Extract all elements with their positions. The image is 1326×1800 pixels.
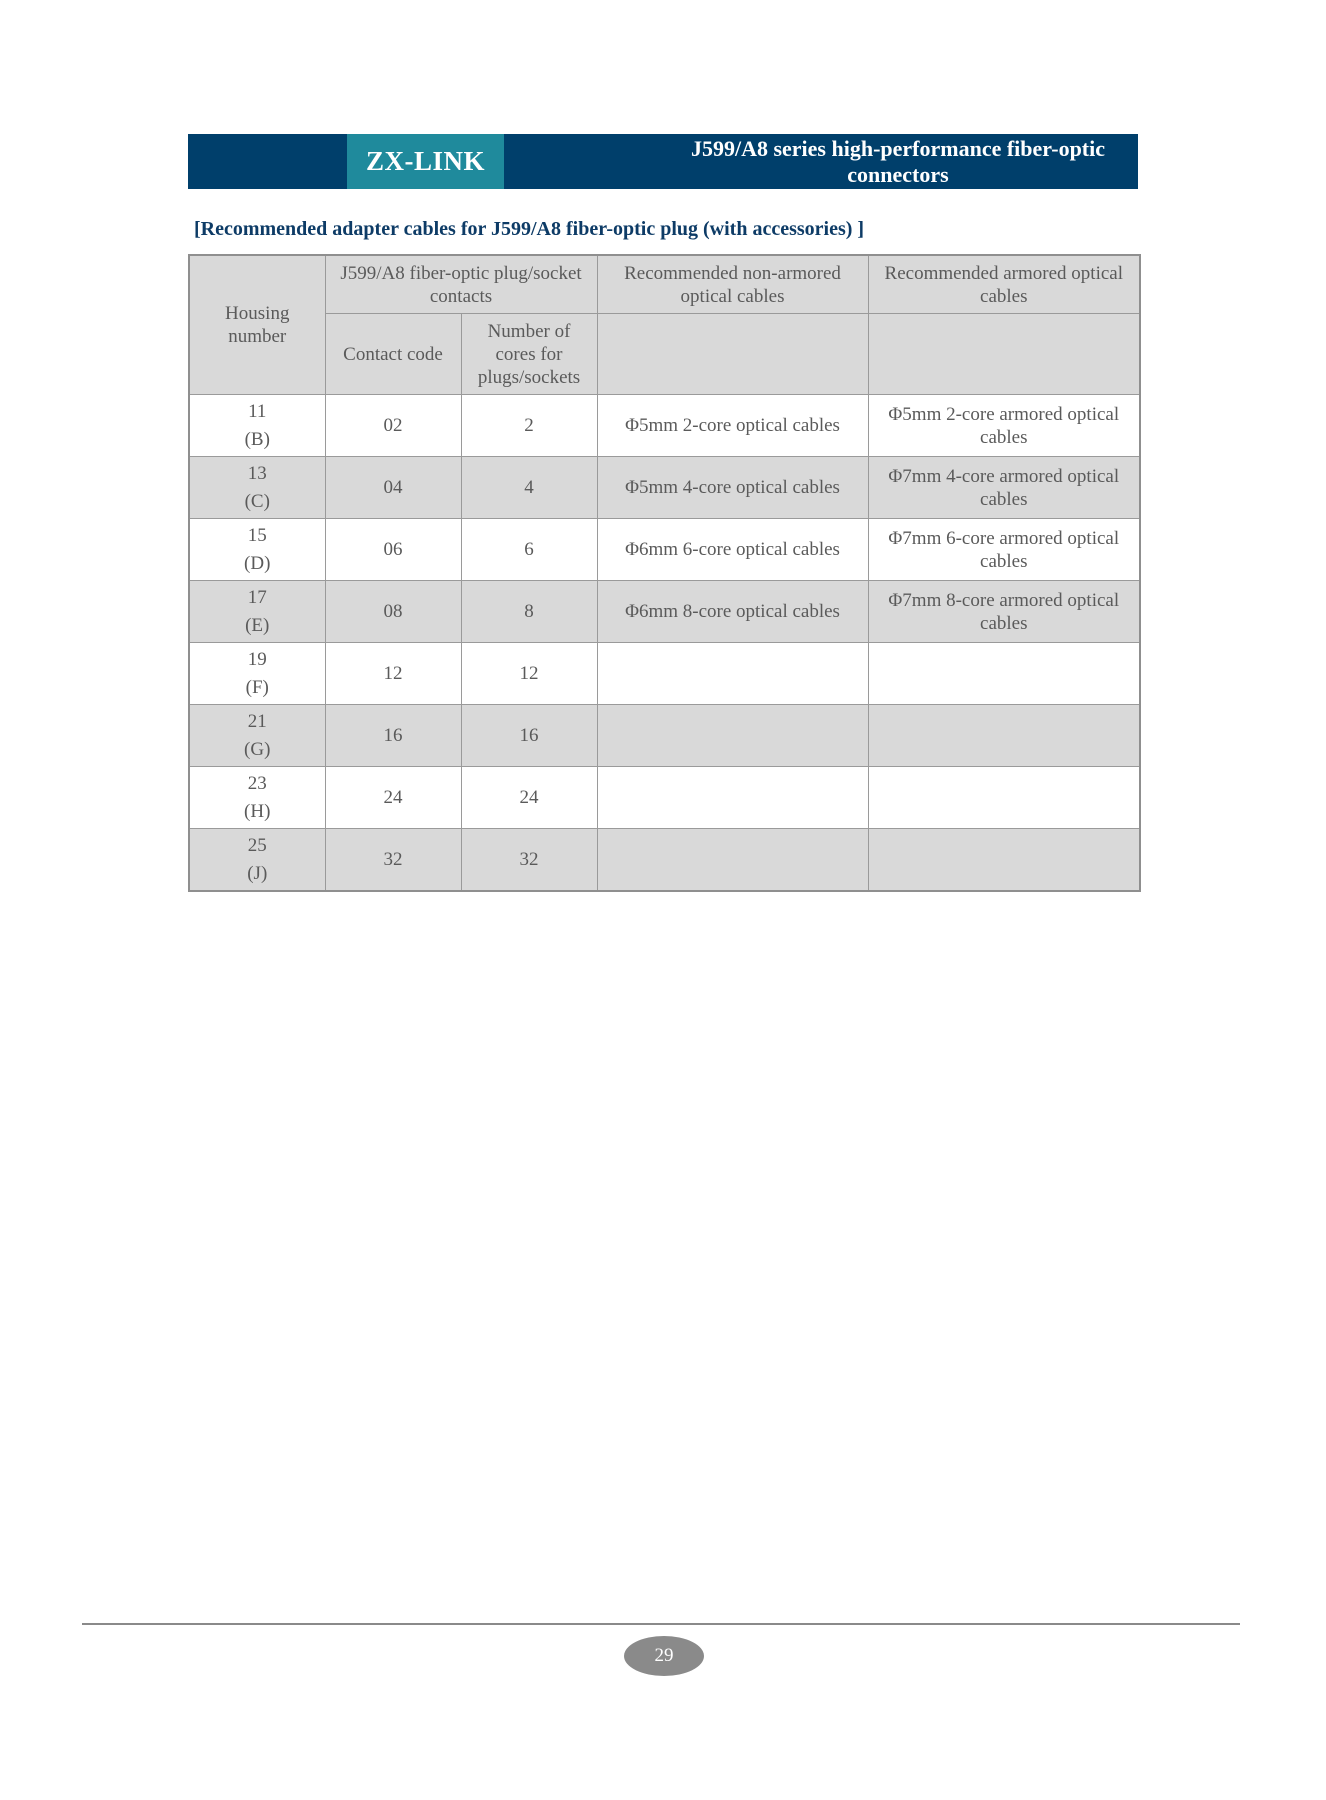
cores-cell: 16 bbox=[461, 705, 597, 767]
armored-cell bbox=[868, 829, 1140, 892]
housing-number: 13 bbox=[247, 462, 267, 484]
housing-cell bbox=[189, 643, 325, 705]
housing-letter: (C) bbox=[244, 490, 270, 512]
header-blank-armored bbox=[868, 314, 1140, 395]
adapter-cable-table bbox=[188, 254, 1141, 892]
section-heading: [Recommended adapter cables for J599/A8 fiber-optic plug (with accessories) ] bbox=[194, 218, 865, 240]
housing-cell bbox=[189, 457, 325, 519]
header-non-armored: Recommended non-armored optical cables bbox=[597, 255, 868, 314]
cores-cell: 2 bbox=[461, 395, 597, 457]
contact-code-cell: 32 bbox=[325, 829, 461, 892]
housing-letter: (D) bbox=[244, 552, 271, 574]
header-armored: Recommended armored optical cables bbox=[868, 255, 1140, 314]
non-armored-cell: Φ5mm 4-core optical cables bbox=[597, 457, 868, 519]
contact-code-cell: 06 bbox=[325, 519, 461, 581]
header-title: J599/A8 series high-performance fiber-optic connectors bbox=[690, 135, 1106, 187]
header-banner bbox=[188, 134, 1138, 189]
armored-cell: Φ7mm 8-core armored optical cables bbox=[868, 581, 1140, 643]
housing-number: 19 bbox=[247, 648, 267, 670]
table-row bbox=[189, 581, 1140, 643]
armored-cell bbox=[868, 643, 1140, 705]
housing-number: 23 bbox=[247, 772, 267, 794]
cores-cell: 4 bbox=[461, 457, 597, 519]
cores-cell: 32 bbox=[461, 829, 597, 892]
table-row bbox=[189, 643, 1140, 705]
armored-cell: Φ7mm 4-core armored optical cables bbox=[868, 457, 1140, 519]
housing-letter: (H) bbox=[244, 800, 271, 822]
armored-cell: Φ7mm 6-core armored optical cables bbox=[868, 519, 1140, 581]
table-row bbox=[189, 457, 1140, 519]
contact-code-cell: 04 bbox=[325, 457, 461, 519]
armored-cell bbox=[868, 767, 1140, 829]
cores-cell: 6 bbox=[461, 519, 597, 581]
housing-cell bbox=[189, 519, 325, 581]
table-row bbox=[189, 705, 1140, 767]
non-armored-cell bbox=[597, 829, 868, 892]
housing-number: 17 bbox=[247, 586, 267, 608]
cores-cell: 8 bbox=[461, 581, 597, 643]
table-row bbox=[189, 519, 1140, 581]
header-blank-non-armored bbox=[597, 314, 868, 395]
contact-code-cell: 08 bbox=[325, 581, 461, 643]
non-armored-cell bbox=[597, 643, 868, 705]
non-armored-cell bbox=[597, 767, 868, 829]
cores-cell: 12 bbox=[461, 643, 597, 705]
header-contact-code: Contact code bbox=[325, 314, 461, 395]
page-number-badge: 29 bbox=[624, 1636, 704, 1676]
housing-letter: (E) bbox=[245, 614, 270, 636]
contact-code-cell: 12 bbox=[325, 643, 461, 705]
housing-number: 25 bbox=[247, 834, 267, 856]
housing-letter: (F) bbox=[245, 676, 269, 698]
header-contacts-group: J599/A8 fiber-optic plug/socket contacts bbox=[325, 255, 597, 314]
non-armored-cell: Φ6mm 6-core optical cables bbox=[597, 519, 868, 581]
header-cores: Number of cores for plugs/sockets bbox=[461, 314, 597, 395]
cores-cell: 24 bbox=[461, 767, 597, 829]
housing-letter: (J) bbox=[247, 862, 268, 884]
armored-cell bbox=[868, 705, 1140, 767]
table-row bbox=[189, 395, 1140, 457]
housing-cell bbox=[189, 767, 325, 829]
contact-code-cell: 24 bbox=[325, 767, 461, 829]
housing-number: 11 bbox=[248, 400, 267, 422]
armored-cell: Φ5mm 2-core armored optical cables bbox=[868, 395, 1140, 457]
contact-code-cell: 16 bbox=[325, 705, 461, 767]
housing-letter: (G) bbox=[244, 738, 271, 760]
header-housing-number: Housing number bbox=[189, 255, 325, 395]
housing-cell bbox=[189, 581, 325, 643]
contact-code-cell: 02 bbox=[325, 395, 461, 457]
brand-logo: ZX-LINK bbox=[347, 134, 504, 189]
housing-letter: (B) bbox=[244, 428, 270, 450]
housing-number: 15 bbox=[247, 524, 267, 546]
non-armored-cell: Φ5mm 2-core optical cables bbox=[597, 395, 868, 457]
housing-cell bbox=[189, 829, 325, 892]
housing-number: 21 bbox=[247, 710, 267, 732]
footer-divider bbox=[82, 1623, 1240, 1625]
table-row bbox=[189, 829, 1140, 892]
housing-cell bbox=[189, 705, 325, 767]
non-armored-cell: Φ6mm 8-core optical cables bbox=[597, 581, 868, 643]
non-armored-cell bbox=[597, 705, 868, 767]
table-row bbox=[189, 767, 1140, 829]
housing-cell bbox=[189, 395, 325, 457]
